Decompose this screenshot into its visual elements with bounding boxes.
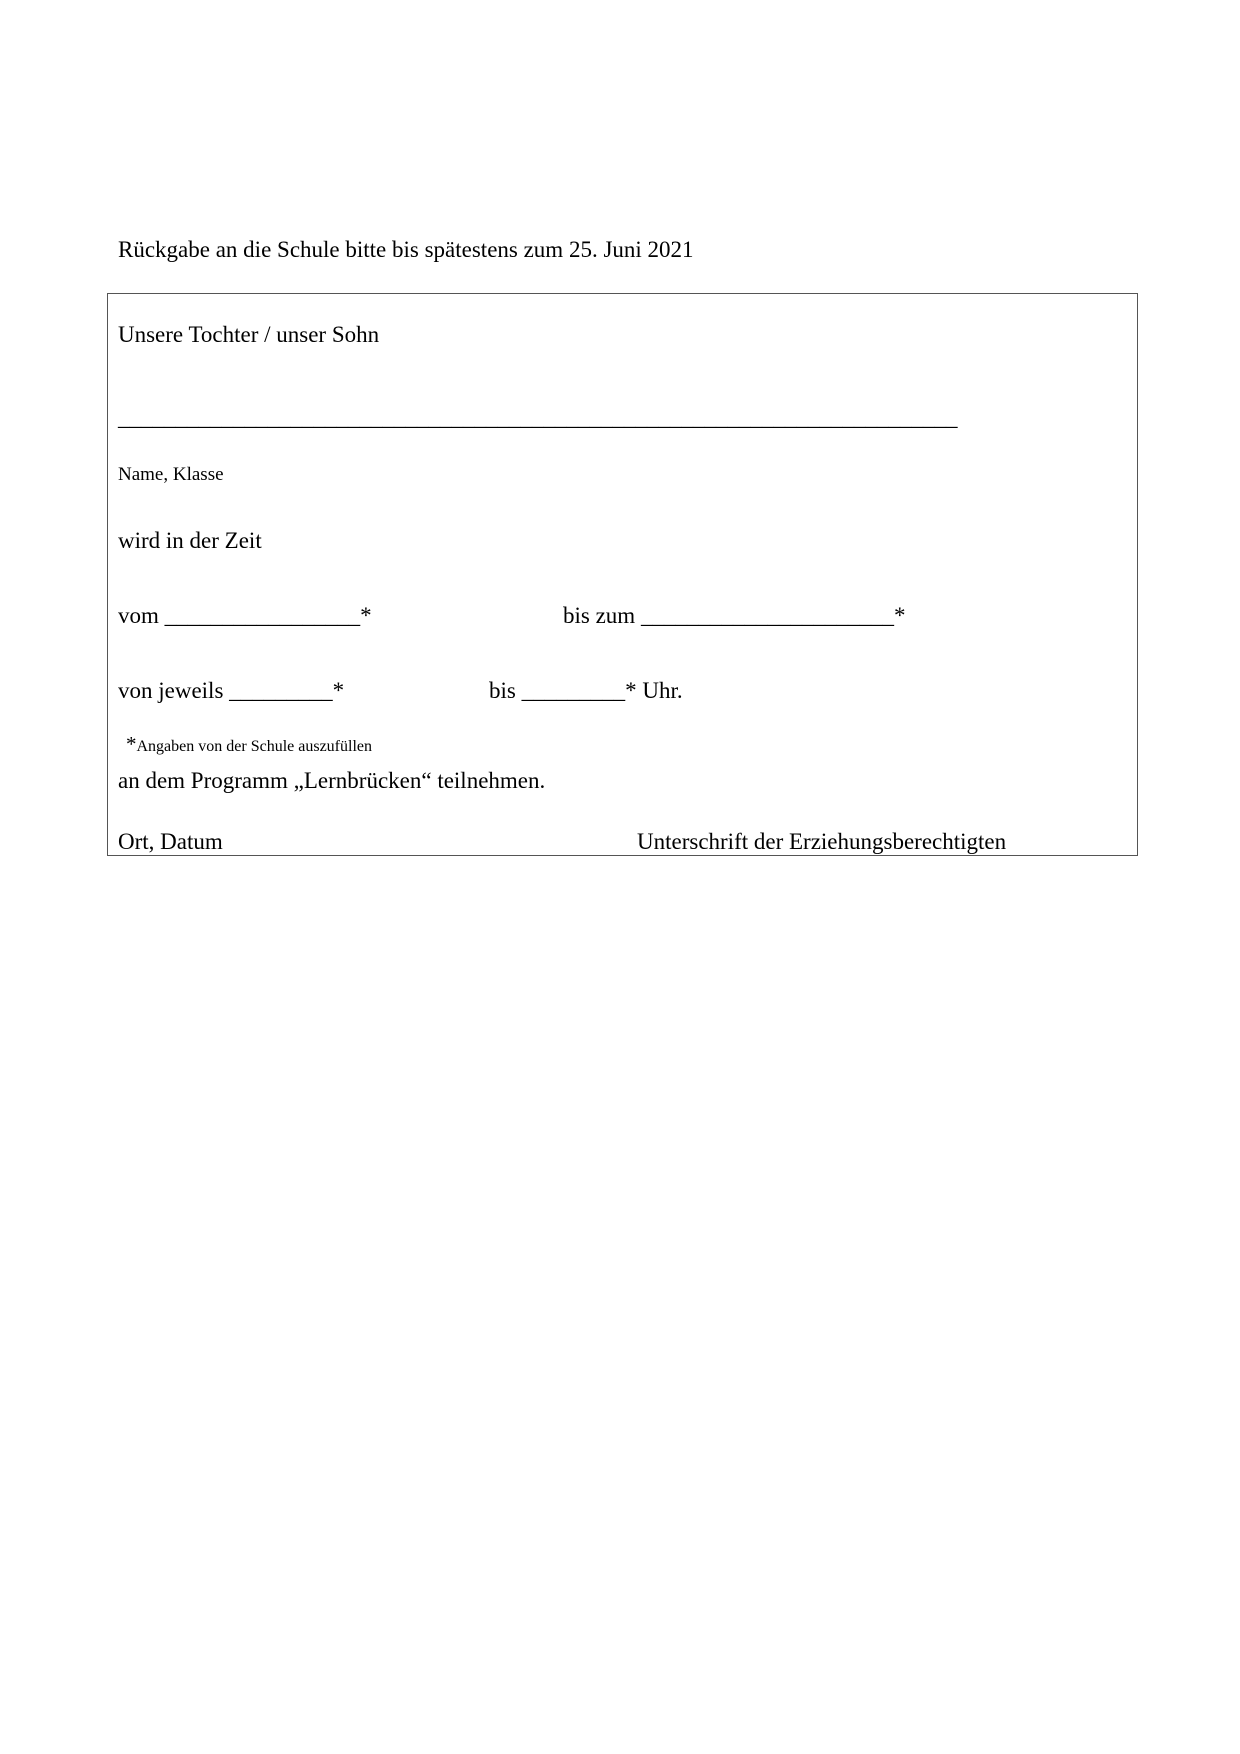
name-class-label: Name, Klasse — [118, 464, 224, 485]
return-notice: Rückgabe an die Schule bitte bis spätestens zum 25. Juni 2021 — [118, 237, 694, 262]
from-date-field[interactable]: vom _________________* — [118, 603, 372, 628]
footnote-text: Angaben von der Schule auszufüllen — [136, 738, 372, 755]
footnote — [118, 718, 372, 755]
signature-label: Unterschrift der Erziehungsberechtigten — [637, 829, 1007, 854]
to-time-field[interactable]: bis _________* Uhr. — [489, 678, 683, 703]
to-date-field[interactable]: bis zum ______________________* — [563, 603, 906, 628]
name-class-field[interactable]: _________________________________________________________________________ — [118, 405, 958, 430]
period-label: wird in der Zeit — [118, 528, 262, 553]
intro-text: Unsere Tochter / unser Sohn — [118, 322, 380, 347]
footnote-asterisk: * — [126, 732, 137, 756]
from-time-field[interactable]: von jeweils _________* — [118, 678, 345, 703]
participation-statement: an dem Programm „Lernbrücken“ teilnehmen. — [118, 768, 546, 793]
place-date-label: Ort, Datum — [118, 829, 223, 854]
